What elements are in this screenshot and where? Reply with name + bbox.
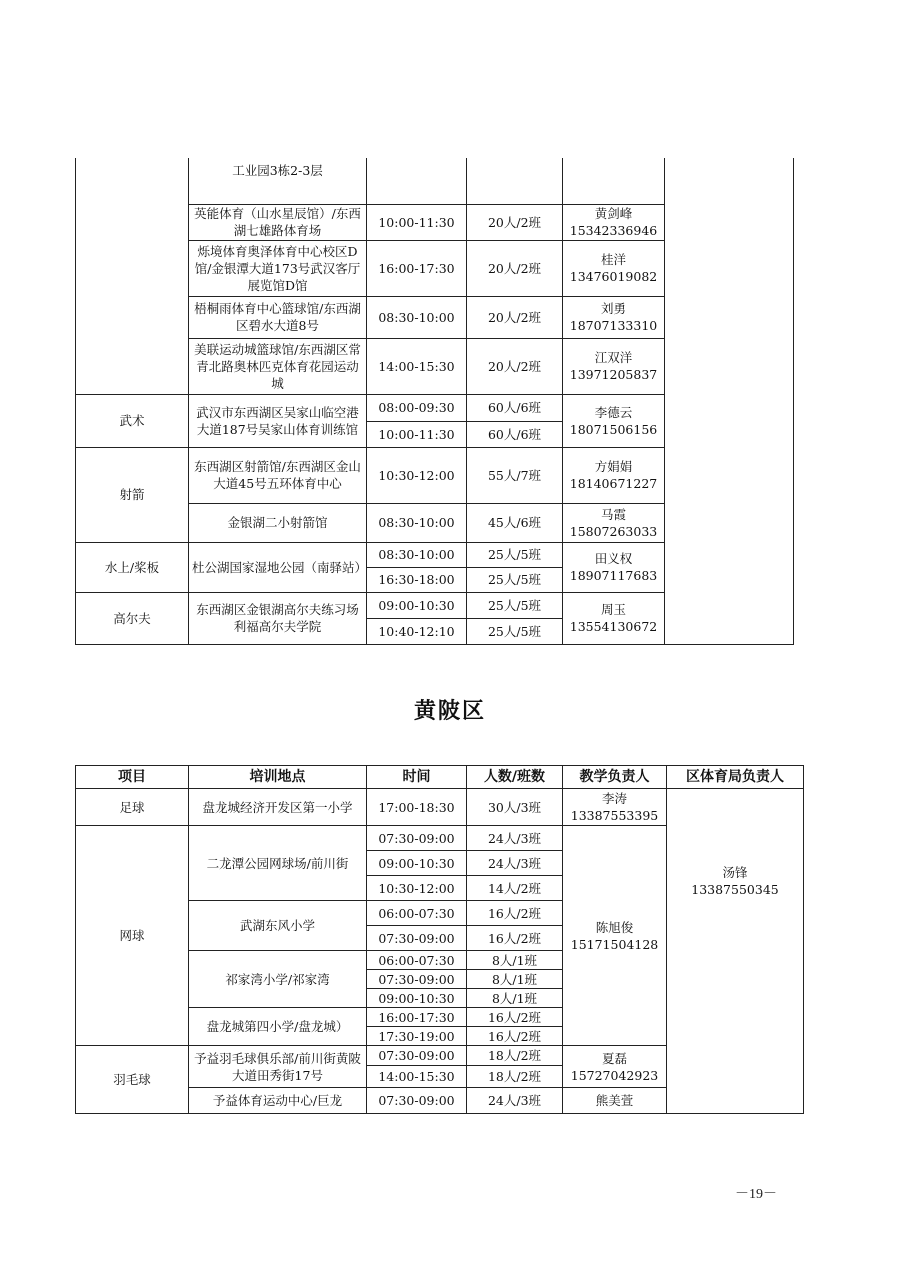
count-cell: 20人/2班: [467, 240, 563, 296]
teacher-name: 田义权: [594, 551, 633, 566]
teacher-cell: 熊美萱: [563, 1088, 667, 1114]
time-cell: 09:00-10:30: [367, 851, 467, 876]
time-cell: 08:30-10:00: [367, 542, 467, 567]
count-cell: 24人/3班: [467, 826, 563, 851]
header-place: 培训地点: [189, 766, 367, 789]
teacher-name: 李涛: [601, 791, 627, 806]
time-cell: 09:00-10:30: [367, 989, 467, 1008]
time-cell: 07:30-09:00: [367, 970, 467, 989]
count-cell: 16人/2班: [467, 1027, 563, 1046]
teacher-name: 刘勇: [600, 301, 626, 316]
place-cell: 东西湖区射箭馆/东西湖区金山大道45号五环体育中心: [189, 447, 367, 503]
count-cell: 55人/7班: [467, 447, 563, 503]
time-cell: [367, 158, 467, 204]
project-cell: 水上/桨板: [76, 542, 189, 592]
time-cell: 10:00-11:30: [367, 421, 467, 447]
count-cell: 25人/5班: [467, 567, 563, 592]
time-cell: 16:00-17:30: [367, 1008, 467, 1027]
time-cell: 16:00-17:30: [367, 240, 467, 296]
teacher-cell: [563, 240, 665, 296]
teacher-name: 夏磊: [601, 1050, 627, 1066]
teacher-phone: 15727042923: [570, 1067, 659, 1083]
teacher-cell: [563, 1046, 667, 1088]
time-cell: 07:30-09:00: [367, 1088, 467, 1114]
count-cell: 25人/5班: [467, 592, 563, 618]
place-cell: 予益体育运动中心/巨龙: [189, 1088, 367, 1114]
header-bureau: 区体育局负责人: [667, 766, 804, 789]
teacher-name: 黄剑峰: [594, 206, 633, 221]
header-project: 项目: [76, 766, 189, 789]
teacher-cell: [563, 447, 665, 503]
place-cell: 祁家湾小学/祁家湾: [189, 951, 367, 1008]
bureau-cell: [667, 789, 804, 1114]
time-cell: 14:00-15:30: [367, 338, 467, 394]
place-cell: 工业园3栋2-3层: [189, 158, 367, 204]
teacher-phone: 13387553395: [570, 808, 659, 823]
count-cell: 24人/3班: [467, 851, 563, 876]
table-header-row: [76, 766, 804, 789]
time-cell: 09:00-10:30: [367, 592, 467, 618]
place-cell: 烁境体育奥泽体育中心校区D馆/金银潭大道173号武汉客厅展览馆D馆: [189, 240, 367, 296]
time-cell: 06:00-07:30: [367, 901, 467, 926]
count-cell: [467, 158, 563, 204]
time-cell: 17:00-18:30: [367, 789, 467, 826]
count-cell: 30人/3班: [467, 789, 563, 826]
place-cell: 武汉市东西湖区吴家山临空港大道187号吴家山体育训练馆: [189, 394, 367, 447]
project-cell: 射箭: [76, 447, 189, 542]
place-cell: 二龙潭公园网球场/前川街: [189, 826, 367, 901]
count-cell: 60人/6班: [467, 394, 563, 421]
header-count: 人数/班数: [467, 766, 563, 789]
teacher-cell: [563, 296, 665, 338]
teacher-phone: 13554130672: [569, 619, 658, 634]
teacher-cell: [563, 394, 665, 447]
teacher-phone: 13971205837: [569, 367, 658, 382]
teacher-phone: 15807263033: [569, 523, 658, 539]
teacher-name: 桂洋: [600, 252, 626, 267]
teacher-name: 方娟娟: [594, 459, 633, 474]
teacher-name: 周玉: [600, 602, 626, 617]
place-cell: 东西湖区金银湖高尔夫练习场利福高尔夫学院: [189, 592, 367, 644]
bureau-cell-continued: [665, 158, 794, 644]
header-teacher: 教学负责人: [563, 766, 667, 789]
teacher-cell: [563, 338, 665, 394]
teacher-name: 陈旭俊: [595, 919, 634, 935]
page-number: －19－: [735, 1187, 777, 1202]
teacher-phone: 15342336946: [569, 223, 658, 238]
teacher-cell: [563, 789, 667, 826]
count-cell: 20人/2班: [467, 204, 563, 240]
place-cell: 英能体育（山水星辰馆）/东西湖七雄路体育场: [189, 204, 367, 240]
section-title: 黄陂区: [413, 699, 486, 724]
teacher-cell: [563, 542, 665, 592]
count-cell: 8人/1班: [467, 989, 563, 1008]
time-cell: 16:30-18:00: [367, 567, 467, 592]
time-cell: 07:30-09:00: [367, 826, 467, 851]
project-cell: 武术: [76, 394, 189, 447]
teacher-cell: [563, 592, 665, 644]
teacher-name: 马霞: [600, 506, 626, 522]
count-cell: 20人/2班: [467, 296, 563, 338]
time-cell: 06:00-07:30: [367, 951, 467, 970]
count-cell: 24人/3班: [467, 1088, 563, 1114]
time-cell: 10:00-11:30: [367, 204, 467, 240]
teacher-name: 李德云: [594, 404, 633, 420]
count-cell: 14人/2班: [467, 876, 563, 901]
teacher-name: 江双洋: [594, 350, 633, 365]
place-cell: 金银湖二小射箭馆: [189, 503, 367, 542]
count-cell: 16人/2班: [467, 901, 563, 926]
place-cell: 武湖东风小学: [189, 901, 367, 951]
count-cell: 25人/5班: [467, 618, 563, 644]
huangpi-schedule-table: [75, 765, 804, 1114]
project-cell: 足球: [76, 789, 189, 826]
place-cell: 杜公湖国家湿地公园（南驿站）: [189, 542, 367, 592]
teacher-phone: 13476019082: [569, 269, 658, 284]
time-cell: 10:40-12:10: [367, 618, 467, 644]
time-cell: 10:30-12:00: [367, 876, 467, 901]
teacher-cell: [563, 204, 665, 240]
place-cell: 美联运动城篮球馆/东西湖区常青北路奥林匹克体育花园运动城: [189, 338, 367, 394]
place-cell: 予益羽毛球俱乐部/前川街黄陂大道田秀街17号: [189, 1046, 367, 1088]
teacher-phone: 18707133310: [569, 318, 658, 333]
time-cell: 08:00-09:30: [367, 394, 467, 421]
teacher-phone: 18907117683: [569, 568, 658, 583]
header-time: 时间: [367, 766, 467, 789]
project-cell: 高尔夫: [76, 592, 189, 644]
count-cell: 60人/6班: [467, 421, 563, 447]
dongxihu-schedule-table-continued: [75, 158, 794, 645]
count-cell: 8人/1班: [467, 951, 563, 970]
count-cell: 16人/2班: [467, 926, 563, 951]
place-cell: 盘龙城经济开发区第一小学: [189, 789, 367, 826]
teacher-phone: 18071506156: [569, 421, 658, 437]
place-cell: 梧桐雨体育中心篮球馆/东西湖区碧水大道8号: [189, 296, 367, 338]
project-cell: 网球: [76, 826, 189, 1046]
time-cell: 10:30-12:00: [367, 447, 467, 503]
time-cell: 07:30-09:00: [367, 1046, 467, 1066]
project-cell-continued: [76, 158, 189, 394]
teacher-cell: [563, 503, 665, 542]
project-cell: 羽毛球: [76, 1046, 189, 1114]
place-cell: 盘龙城第四小学/盘龙城）: [189, 1008, 367, 1046]
bureau-name: 汤锋: [722, 865, 748, 880]
count-cell: 18人/2班: [467, 1046, 563, 1066]
bureau-phone: 13387550345: [691, 882, 779, 897]
time-cell: 08:30-10:00: [367, 296, 467, 338]
time-cell: 17:30-19:00: [367, 1027, 467, 1046]
teacher-cell: [563, 158, 665, 204]
teacher-phone: 15171504128: [570, 936, 659, 952]
count-cell: 45人/6班: [467, 503, 563, 542]
time-cell: 08:30-10:00: [367, 503, 467, 542]
count-cell: 20人/2班: [467, 338, 563, 394]
time-cell: 07:30-09:00: [367, 926, 467, 951]
teacher-cell: [563, 826, 667, 1046]
count-cell: 18人/2班: [467, 1066, 563, 1088]
time-cell: 14:00-15:30: [367, 1066, 467, 1088]
count-cell: 16人/2班: [467, 1008, 563, 1027]
count-cell: 25人/5班: [467, 542, 563, 567]
teacher-phone: 18140671227: [569, 476, 658, 491]
count-cell: 8人/1班: [467, 970, 563, 989]
